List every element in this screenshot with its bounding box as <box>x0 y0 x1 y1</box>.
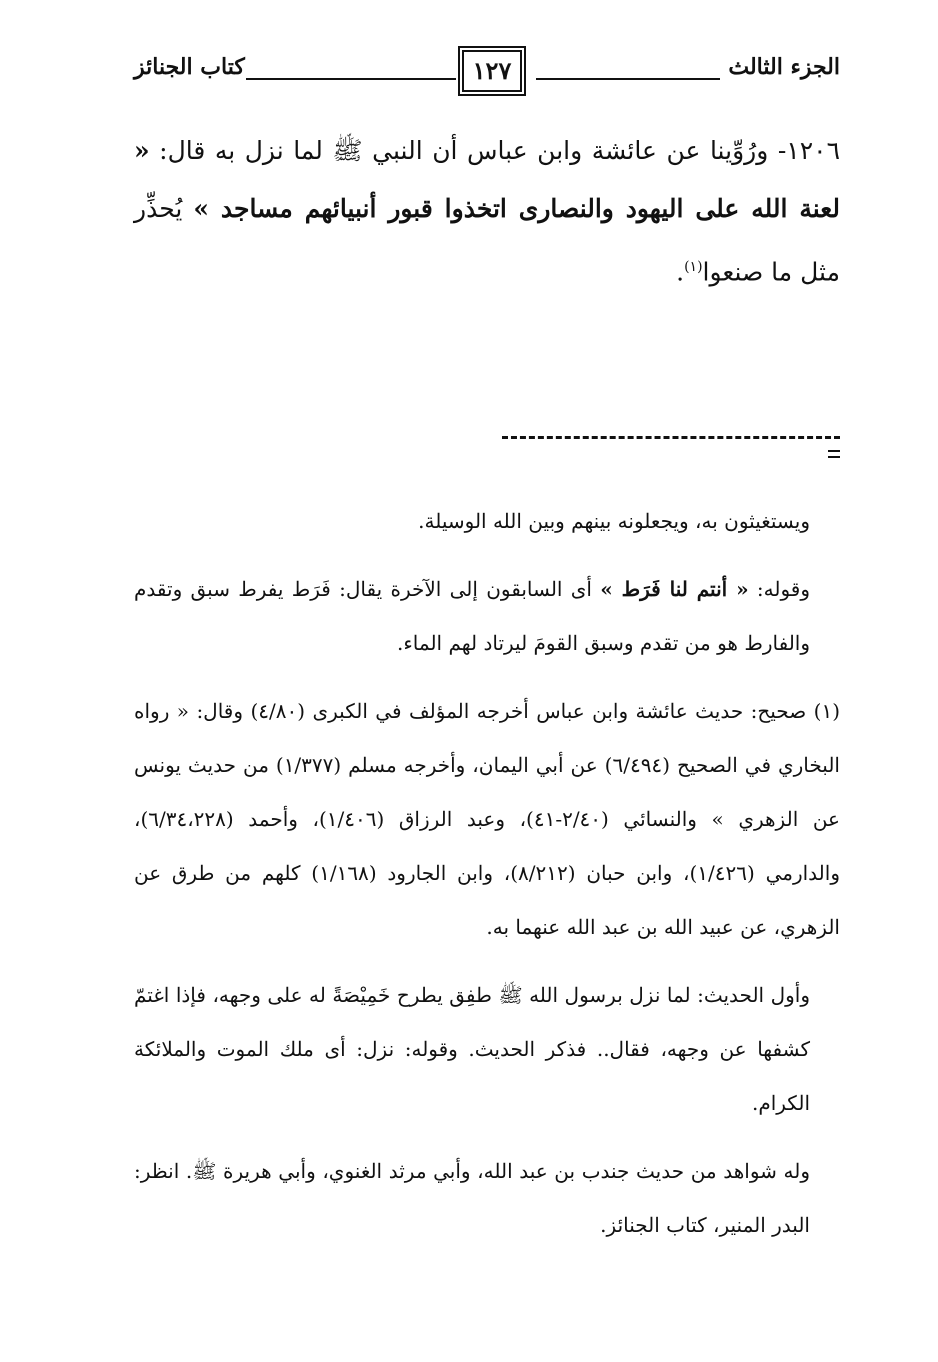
footnote-separator <box>502 436 840 466</box>
hadith-end-dot: . <box>676 257 685 287</box>
footnote-1 <box>134 684 840 954</box>
note-paragraph-5: وله شواهد من حديث جندب بن عبد الله، وأبي مرثد الغنوي، وأبي هريرة ﷺ. انظر: البدر المنير، كتاب الجنائز. <box>134 1159 810 1237</box>
footnote-reference: (١) <box>684 259 703 275</box>
note-2-keyword: « أنتم لنا فَرَط » <box>600 577 749 601</box>
note-2-lead: وقوله: <box>748 577 810 601</box>
page-number: ١٢٧ <box>462 50 522 92</box>
note-paragraph-4: وأول الحديث: لما نزل برسول الله ﷺ طفِق يطرح خَمِيْصَةً له على وجهه، فإذا اغتمّ كشفها عن وجهه، فقال.. فذكر الحديث. وقوله: نزل: أى ملك الموت والملائكة الكرام. <box>134 983 810 1115</box>
footnote-1-marker: (١) <box>813 699 840 723</box>
footnote-1-body: صحيح: حديث عائشة وابن عباس أخرجه المؤلف في الكبرى (٤/٨٠) وقال: « رواه البخاري في الصحيح (٦/٤٩٤) عن أبي اليمان، وأخرجه مسلم (١/٣٧٧) من حديث يونس عن الزهري » والنسائي (٢/٤٠-٤١)، وعبد الرزاق (١/٤٠٦)، وأحمد (٦/٣٤،٢٢٨)، والدارمي (١/٤٢٦)، وابن حبان (٨/٢١٢)، وابن الجارود (١/١٦٨) كلهم من طرق عن الزهري، عن عبيد الله بن عبد الله عنهما به. <box>134 699 840 939</box>
footnotes <box>134 494 840 1266</box>
volume-label: الجزء الثالث <box>728 54 840 80</box>
hadith-intro: ١٢٠٦- ورُوِّينا عن عائشة وابن عباس أن النبي ﷺ لما نزل به قال: <box>149 136 840 165</box>
hadith-text <box>134 122 840 301</box>
page-header <box>134 48 840 98</box>
header-rule-left <box>246 78 456 80</box>
header-rule-right <box>536 78 720 80</box>
hadith-quote: « لعنة الله على اليهود والنصارى اتخذوا قبور أنبيائهم مساجد » <box>134 136 840 223</box>
book-title: كتاب الجنائز <box>134 54 245 80</box>
hadith-end: يُحذِّر مثل ما صنعوا <box>134 194 840 287</box>
note-paragraph-1: ويستغيثون به، ويجعلونه بينهم وبين الله الوسيلة. <box>418 509 810 533</box>
note-2-body: أى السابقون إلى الآخرة يقال: فَرَط يفرط سبق وتقدم والفارط هو من تقدم وسبق القومَ ليرتاد لهم الماء. <box>134 577 810 655</box>
note-paragraph-2 <box>134 562 840 670</box>
separator-dashes <box>502 436 840 439</box>
separator-equals-mark <box>828 450 840 462</box>
